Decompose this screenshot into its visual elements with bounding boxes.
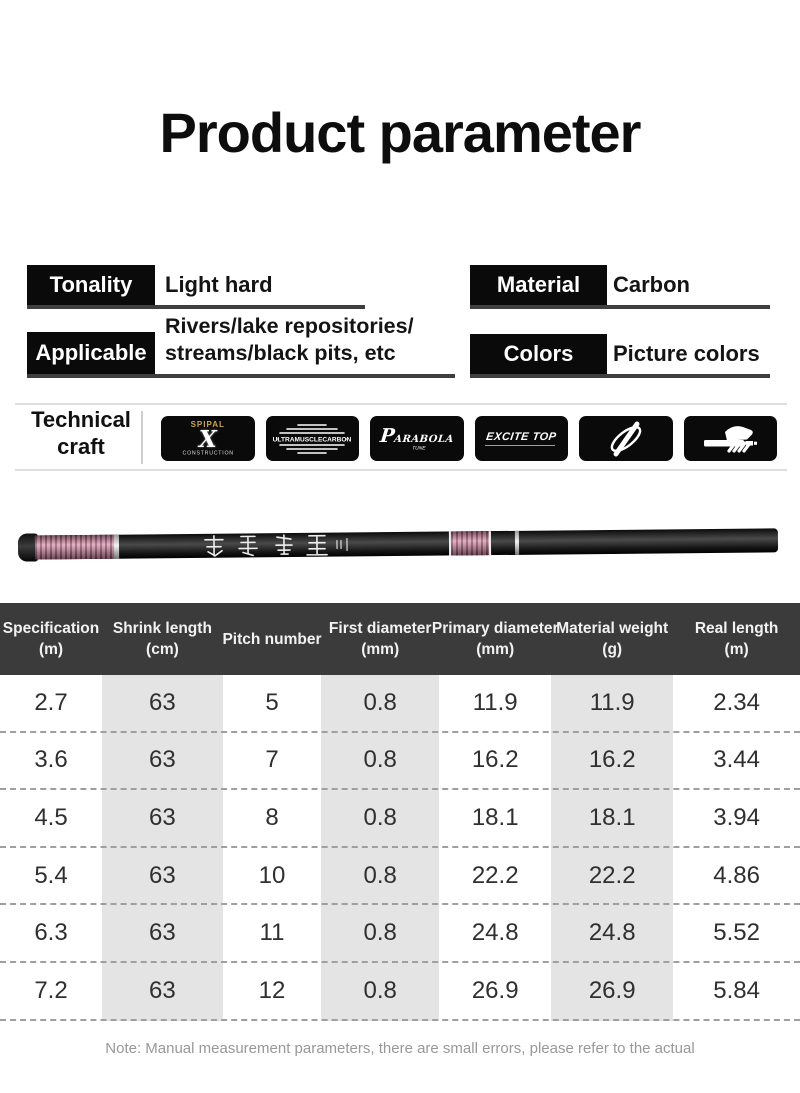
applicable-value-line2: streams/black pits, etc xyxy=(165,341,396,365)
excite-top-text: EXCITE TOP xyxy=(485,431,557,446)
material-label: Material xyxy=(470,265,607,305)
rod-ring xyxy=(114,535,119,559)
rod-calligraphy xyxy=(203,532,353,557)
note-text: Note: Manual measurement parameters, there are small errors, please refer to the actual xyxy=(105,1040,695,1057)
table-row: 7.2 63 12 0.8 26.9 26.9 5.84 xyxy=(0,963,800,1021)
table-row: 2.7 63 5 0.8 11.9 11.9 2.34 xyxy=(0,675,800,733)
ultra-muscle-carbon-badge xyxy=(266,416,360,461)
brush-x-icon xyxy=(604,420,648,458)
underline xyxy=(27,374,455,378)
fishing-rod-image xyxy=(18,525,778,562)
rod-body xyxy=(24,528,778,559)
header-pitch-number: Pitch number xyxy=(222,630,322,648)
table-row: 4.5 63 8 0.8 18.1 18.1 3.94 xyxy=(0,790,800,848)
header-material-weight: Material weight (g) xyxy=(556,620,669,658)
spipal-construction-badge xyxy=(161,416,255,461)
table-row: 5.4 63 10 0.8 22.2 22.2 4.86 xyxy=(0,848,800,906)
hand-grip-badge xyxy=(684,416,778,461)
tune-text: TUNE xyxy=(411,446,426,451)
spec-table-body xyxy=(0,675,800,1021)
table-row: 3.6 63 7 0.8 16.2 16.2 3.44 xyxy=(0,733,800,791)
rod-pink-band xyxy=(449,531,491,555)
underline xyxy=(470,305,770,309)
spec-table-header xyxy=(0,603,800,675)
divider xyxy=(15,469,787,471)
parabola-text: ARABOLA xyxy=(393,434,455,445)
excite-top-badge xyxy=(475,416,569,461)
header-real-length: Real length (m) xyxy=(694,620,779,658)
rod-pink-grip xyxy=(35,535,114,560)
parabola-tune-badge xyxy=(370,416,464,461)
parabola-logo xyxy=(378,425,455,452)
spipal-text: SPIPAL xyxy=(190,419,225,429)
brush-x-badge xyxy=(579,416,673,461)
underline xyxy=(27,305,365,309)
spipal-x-icon: X xyxy=(198,425,217,453)
header-first-diameter: First diameter (mm) xyxy=(328,620,432,658)
ultra-muscle-carbon-text: ULTRAMUSCLECARBON xyxy=(272,436,352,444)
divider xyxy=(141,411,143,464)
construction-text: CONSTRUCTION xyxy=(182,450,234,456)
tonality-value: Light hard xyxy=(165,272,273,297)
technical-craft-line1: Technical xyxy=(31,407,131,432)
page-title: Product parameter xyxy=(159,101,641,164)
tonality-label: Tonality xyxy=(27,265,155,305)
divider xyxy=(15,403,787,405)
table-row: 6.3 63 11 0.8 24.8 24.8 5.52 xyxy=(0,905,800,963)
material-value: Carbon xyxy=(613,272,690,297)
technical-craft-label xyxy=(28,406,134,460)
header-specification: Specification (m) xyxy=(2,620,100,658)
header-shrink-length: Shrink length (cm) xyxy=(112,620,212,658)
technology-badges xyxy=(161,416,777,461)
header-primary-diameter: Primary diameter (mm) xyxy=(431,620,559,658)
parabola-initial: P xyxy=(378,425,396,447)
underline xyxy=(470,374,770,378)
colors-value: Picture colors xyxy=(613,341,760,366)
applicable-value-line1: Rivers/lake repositories/ xyxy=(165,314,414,338)
applicable-label: Applicable xyxy=(27,332,155,374)
applicable-value xyxy=(165,313,414,367)
carbon-oval-icon xyxy=(270,420,354,458)
colors-label: Colors xyxy=(470,334,607,374)
rod-ring xyxy=(515,531,519,555)
technical-craft-line2: craft xyxy=(57,434,105,459)
hand-grip-icon xyxy=(701,420,759,458)
